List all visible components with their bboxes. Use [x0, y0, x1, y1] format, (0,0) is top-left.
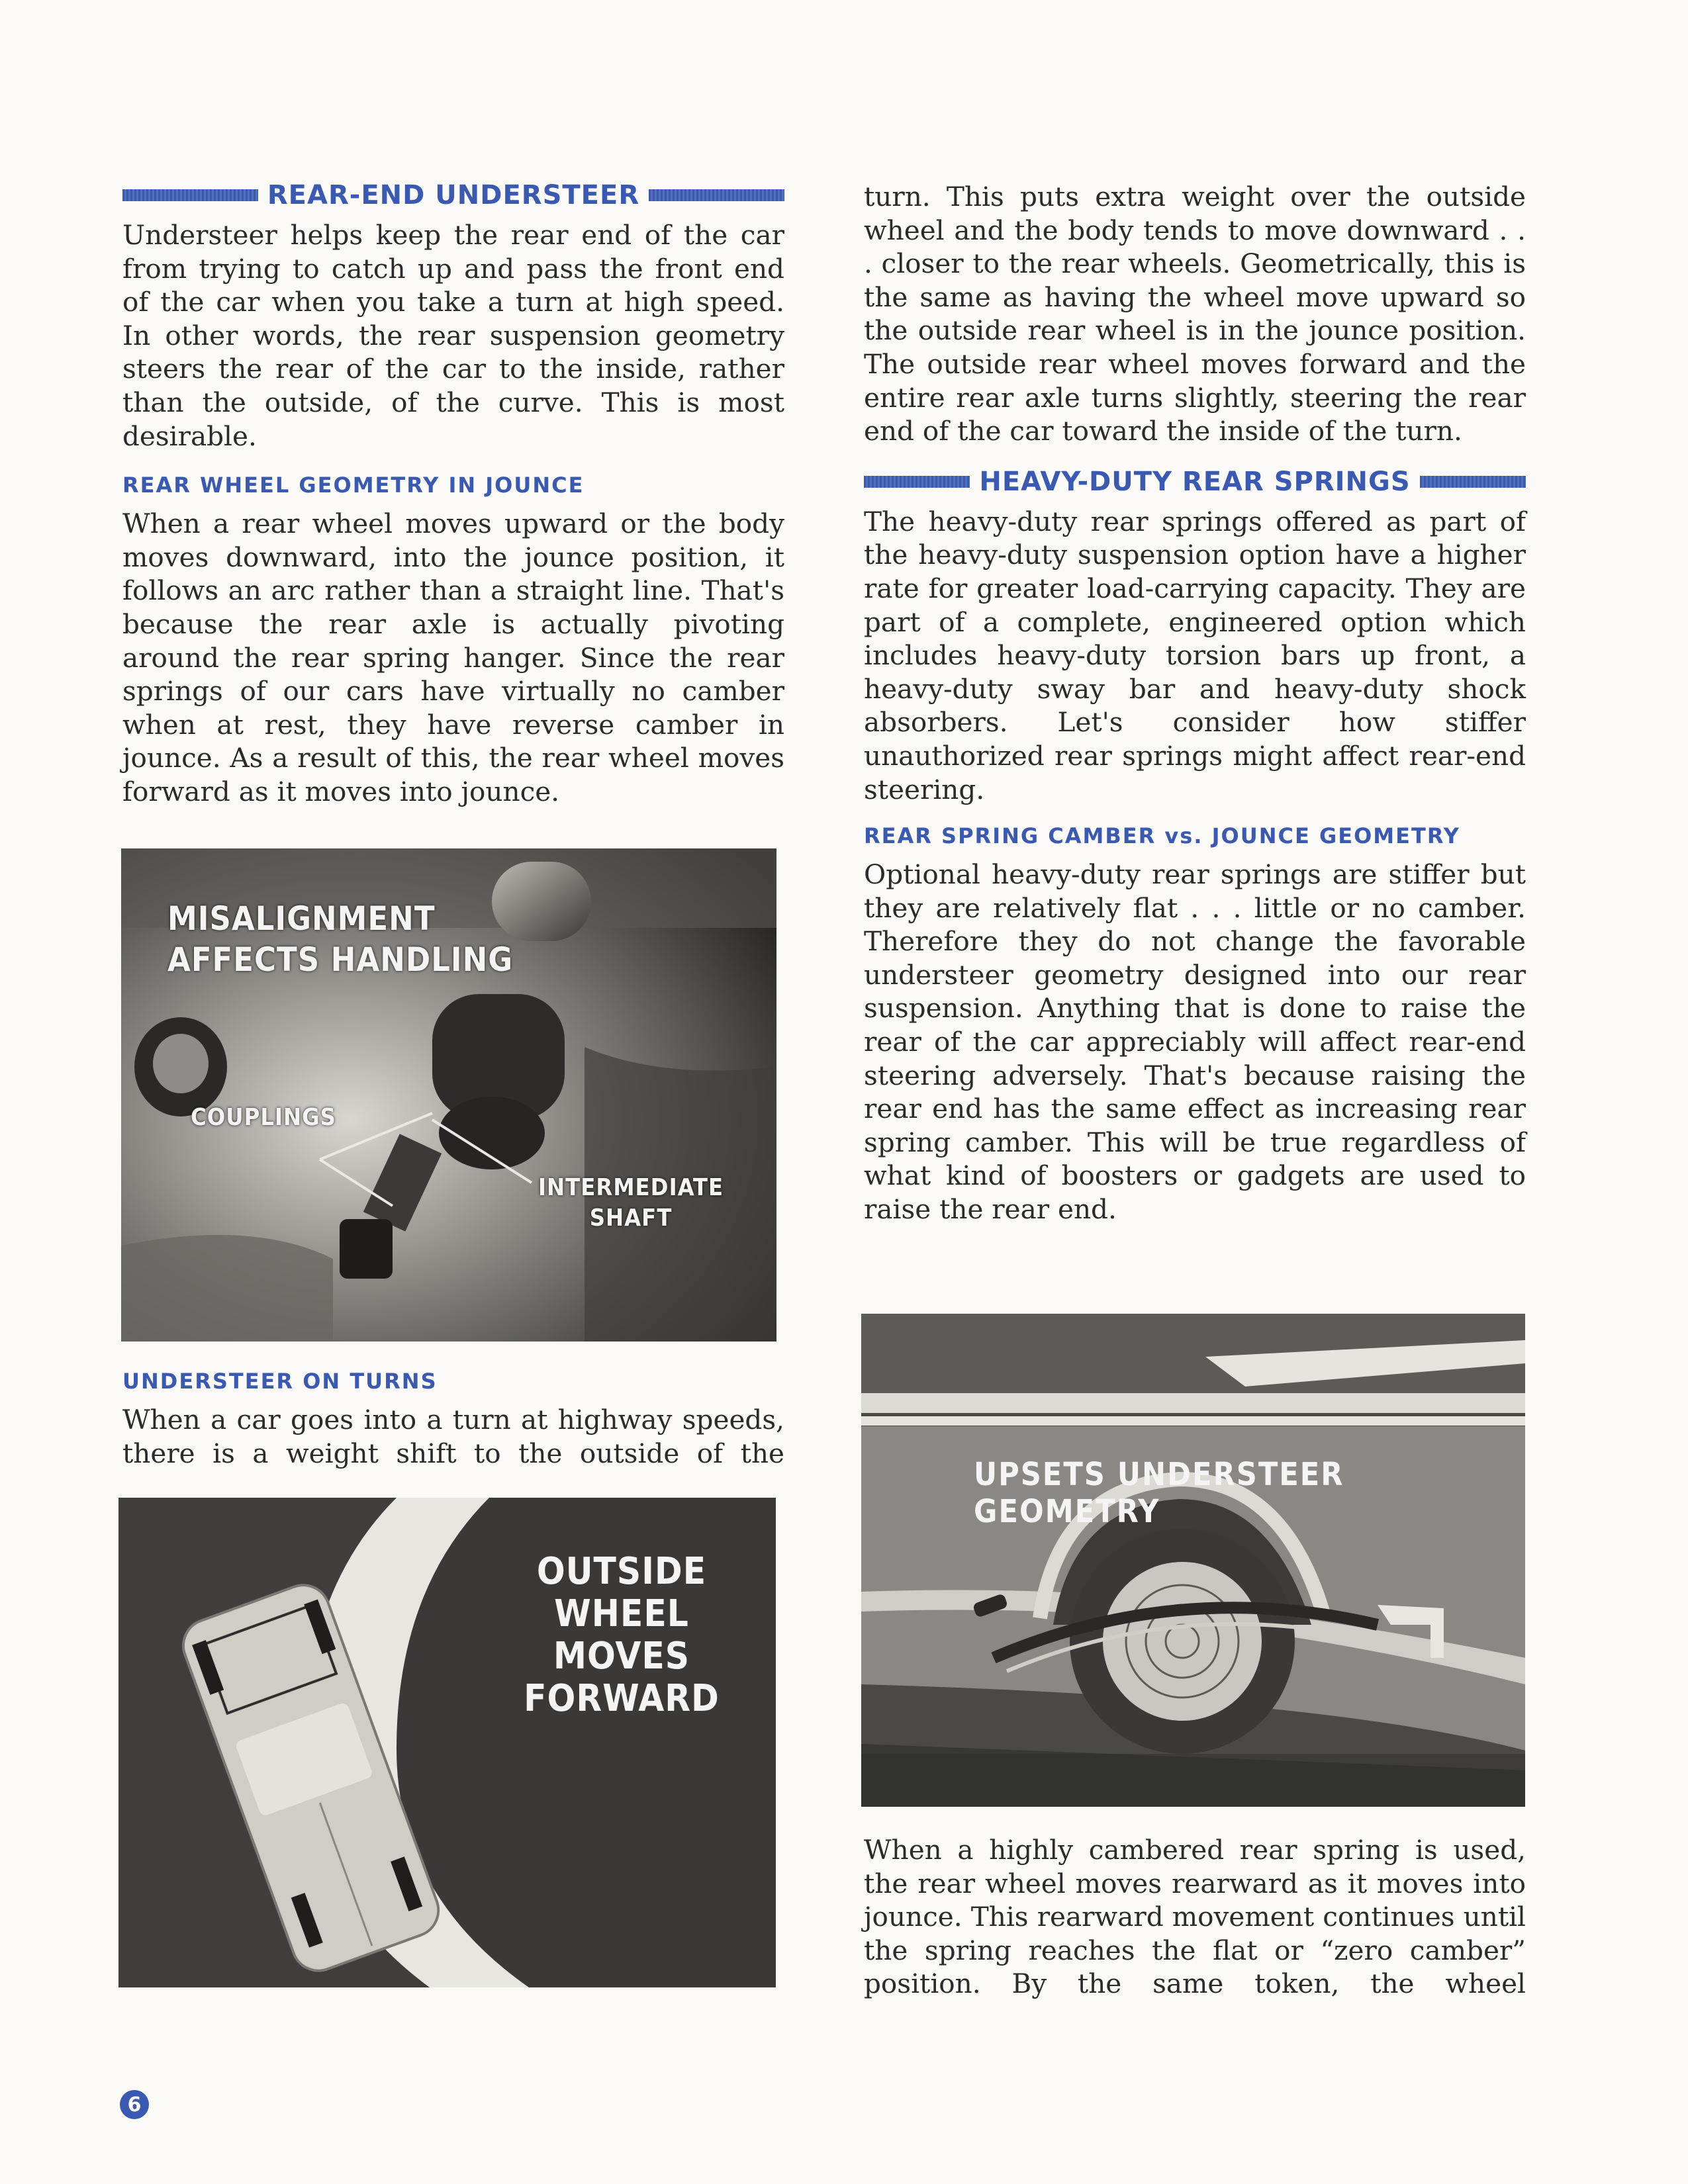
section-heading-heavy-duty-springs: [864, 465, 1526, 498]
caption-line-moves: MOVES: [553, 1635, 690, 1678]
photo-misalignment-steering-shaft: [121, 848, 776, 1342]
heading-title: REAR-END UNDERSTEER: [267, 180, 640, 210]
subheading-spring-camber-vs-jounce: REAR SPRING CAMBER vs. JOUNCE GEOMETRY: [864, 823, 1460, 849]
left-column: [122, 179, 784, 809]
photo-caption-misalignment: [167, 898, 513, 980]
heading-rule-left: [122, 189, 258, 201]
paragraph-turn-continued: turn. This puts extra weight over the outside wheel and the body tends to move downward . . . closer to the rear wheels. Geometrically, this is the same as having the wheel move upward so the outside rear wheel is in the jounce position. The outside rear wheel moves forward and the entire rear axle turns slightly, steering the rear end of the car toward the inside of the turn.: [864, 181, 1526, 447]
paragraph-optional-springs: Optional heavy-duty rear springs are stiffer but they are relatively flat . . . little or no camber. Therefore they do not change the favorable understeer geometry designed into our rear suspension. Anything that is done to raise the rear of the car appreciably will affect rear-end steering adversely. That's because raising the rear end has the same effect as increasing rear spring camber. This will be true regardless of what kind of boosters or gadgets are used to raise the rear end.: [864, 858, 1526, 1226]
diagram-upsets-understeer-geometry: [861, 1314, 1525, 1807]
label-couplings: COUPLINGS: [191, 1104, 337, 1131]
label-intermediate-shaft: [538, 1173, 724, 1234]
heading-rule-right: [649, 189, 784, 201]
label-line-1: INTERMEDIATE: [538, 1174, 724, 1201]
heading-title: HEAVY-DUTY REAR SPRINGS: [979, 466, 1411, 497]
caption-line-2: AFFECTS HANDLING: [167, 940, 514, 979]
caption-line-forward: FORWARD: [524, 1677, 720, 1720]
paragraph-jounce-geometry: When a rear wheel moves upward or the body moves downward, into the jounce position, it follows an arc rather than a straight line. That's because the rear axle is actually pivoting around the rear spring hanger. Since the rear springs of our cars have virtually no camber when at rest, they have reverse camber in jounce. As a result of this, the rear wheel moves forward as it moves into jounce.: [122, 508, 784, 807]
diagram-outside-wheel-moves-forward: [118, 1498, 776, 1987]
heading-rule-right: [1420, 476, 1526, 488]
section-heading-rear-end-understeer: [122, 179, 784, 212]
heading-rule-left: [864, 476, 970, 488]
right-column: [864, 180, 1526, 1226]
caption-line-wheel: WHEEL: [554, 1592, 689, 1635]
caption-outside-wheel-moves-forward: [522, 1551, 721, 1720]
caption-upsets-understeer: UPSETS UNDERSTEER GEOMETRY: [974, 1456, 1344, 1530]
subheading-rear-wheel-geometry: REAR WHEEL GEOMETRY IN JOUNCE: [122, 473, 585, 498]
rear-spring-diagram: [861, 1314, 1525, 1807]
paragraph-turn-weight-shift: When a car goes into a turn at highway speeds, there is a weight shift to the outside of the: [122, 1404, 784, 1469]
right-column-lower: [864, 1833, 1526, 2001]
paragraph-understeer-intro: Understeer helps keep the rear end of the car from trying to catch up and pass the front end of the car when you take a turn at high speed. In other words, the rear suspension geometry steers the rear of the car to the inside, rather than the outside, of the curve. This is most desirable.: [122, 219, 784, 452]
left-column-lower: [122, 1369, 784, 1470]
label-line-2: SHAFT: [589, 1205, 673, 1232]
paragraph-heavy-duty-springs: The heavy-duty rear springs offered as part of the heavy-duty suspension option have a higher rate for greater load-carrying capacity. They are part of a complete, engineered option which includes heavy-duty torsion bars up front, a heavy-duty sway bar and heavy-duty shock absorbers. Let's consider how stiffer unauthorized rear springs might affect rear-end steering.: [864, 505, 1526, 805]
caption-line-outside: OUTSIDE: [536, 1550, 707, 1593]
paragraph-cambered-spring: When a highly cambered rear spring is used, the rear wheel moves rearward as it moves into jounce. This rearward movement continues until the spring reaches the flat or “zero camber” position. By the same token, the wheel: [864, 1834, 1526, 2000]
page-number: 6: [120, 2090, 149, 2119]
subheading-understeer-on-turns: UNDERSTEER ON TURNS: [122, 1369, 438, 1394]
caption-line-1: MISALIGNMENT: [167, 899, 436, 938]
